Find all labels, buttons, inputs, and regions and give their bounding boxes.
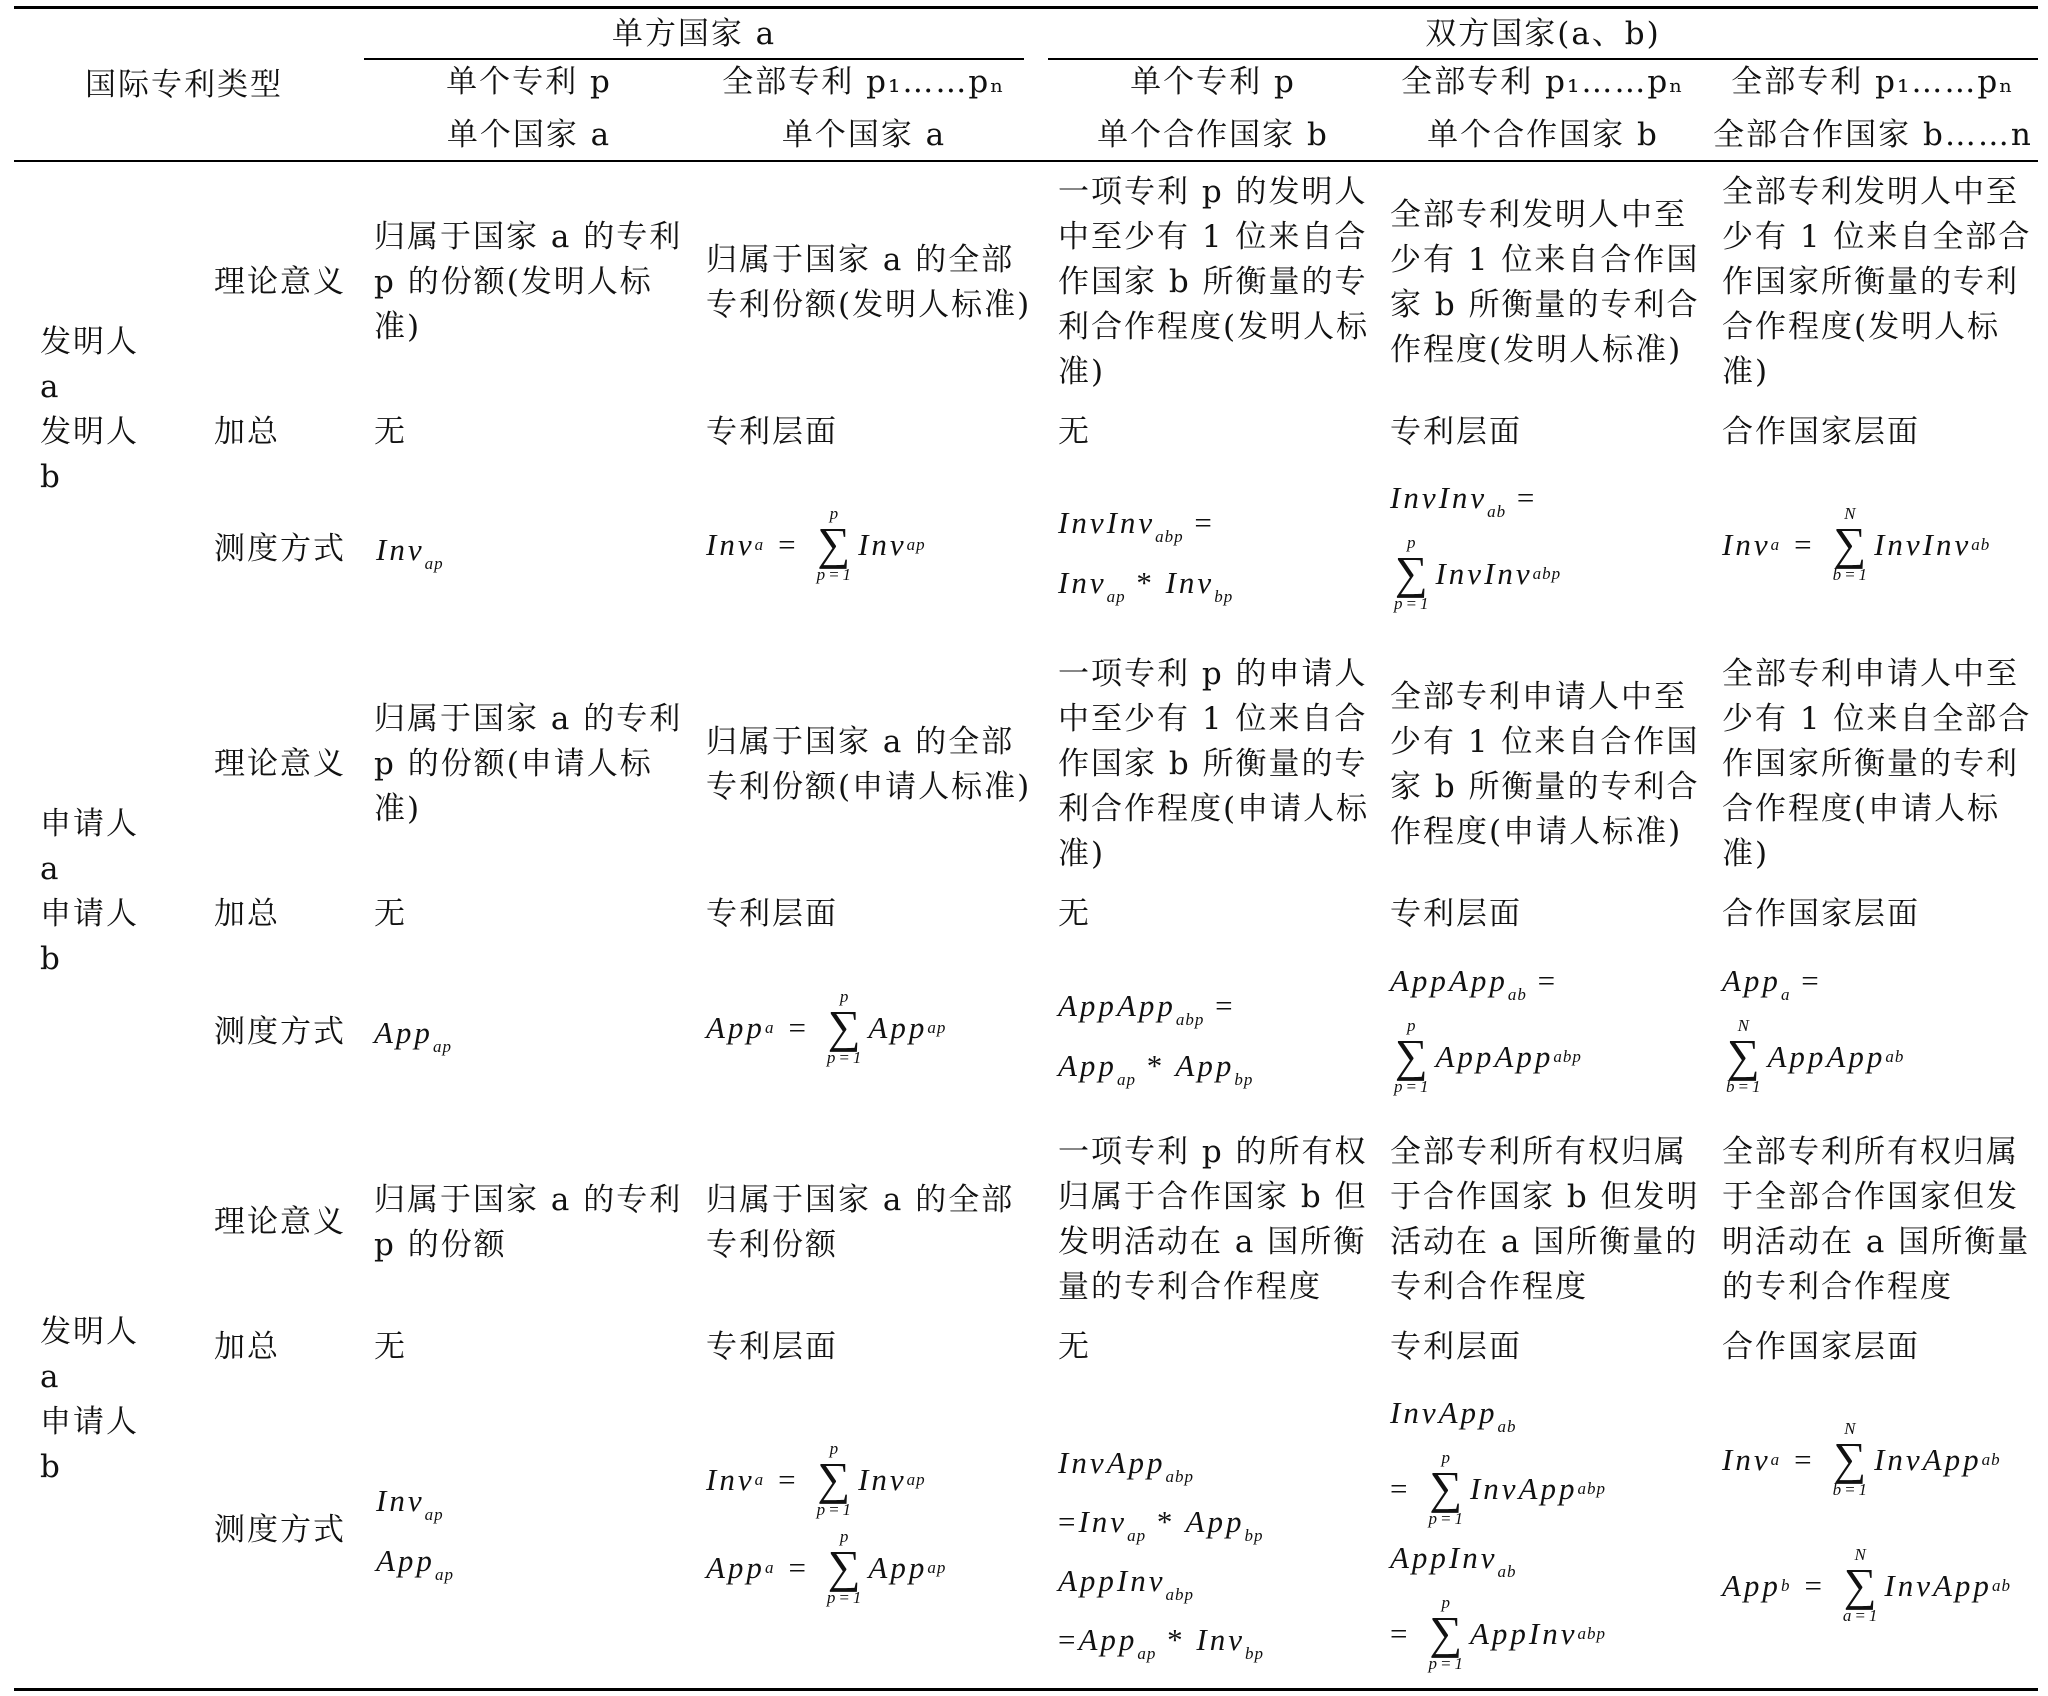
g3-sum-col4: 专利层面 <box>1390 1329 1522 1365</box>
g3-meaning-col3: 一项专利 p 的所有权归属于合作国家 b 但发明活动在 a 国所衡量的专利合作程度 <box>1058 1134 1368 1305</box>
g2-label-sum: 加总 <box>214 896 280 932</box>
col3-header: 单个专利 p 单个合作国家 b <box>1097 64 1329 153</box>
g3-measure-col1: Inv$_{ap}$ App$_{ap}$ <box>376 1483 454 1584</box>
g2-meaning-col1: 归属于国家 a 的专利 p 的份额(申请人标准) <box>374 701 683 827</box>
g3-label-sum: 加总 <box>214 1329 280 1365</box>
g2-measure-col3: AppApp$_{abp}$ = App$_{ap}$ * App$_{bp}$ <box>1058 988 1254 1089</box>
g1-measure-col2: Inv a = p ∑ p=1 Inv ap <box>706 504 926 584</box>
g2-meaning-col4: 全部专利申请人中至少有 1 位来自合作国家 b 所衡量的专利合作程度(申请人标准) <box>1390 678 1700 850</box>
g2-label-meaning: 理论意义 <box>214 746 346 782</box>
g2-measure-col2: App a = p ∑ p=1 App ap <box>706 987 947 1067</box>
g3-measure-col2: Inv a = p ∑ p=1 Inv ap App a = p ∑ p=1 App ap <box>706 1439 947 1607</box>
g3-sum-col5: 合作国家层面 <box>1722 1329 1920 1365</box>
g1-sum-col5: 合作国家层面 <box>1722 414 1920 450</box>
header-corner: 国际专利类型 <box>85 66 283 103</box>
col5-header: 全部专利 p₁……pₙ 全部合作国家 b……n <box>1713 64 2033 153</box>
g1-meaning-col2: 归属于国家 a 的全部专利份额(发明人标准) <box>706 241 1032 323</box>
g1-sum-col3: 无 <box>1058 414 1091 450</box>
g3-measure-col5: Inv a = N ∑ b=1 InvApp ab App b = N ∑ a=1 InvApp ab <box>1722 1419 2011 1625</box>
g2-meaning-col2: 归属于国家 a 的全部专利份额(申请人标准) <box>706 723 1032 805</box>
g2-sum-col2: 专利层面 <box>706 896 838 932</box>
g3-sum-col2: 专利层面 <box>706 1329 838 1365</box>
g1-meaning-col1: 归属于国家 a 的专利 p 的份额(发明人标准) <box>374 219 683 345</box>
g3-label-measure: 测度方式 <box>214 1512 346 1548</box>
g2-sum-col4: 专利层面 <box>1390 896 1522 932</box>
top-rule <box>14 6 2038 9</box>
g1-label-measure: 测度方式 <box>214 531 346 567</box>
g1-label-meaning: 理论意义 <box>214 264 346 300</box>
header-rule <box>14 160 2038 162</box>
g3-meaning-col2: 归属于国家 a 的全部专利份额 <box>706 1181 1015 1263</box>
col1-header: 单个专利 p 单个国家 a <box>446 64 612 153</box>
g3-measure-col3: InvApp$_{abp}$ =Inv$_{ap}$ * App$_{bp}$ AppInv$_{abp}$ =App$_{ap}$ * Inv$_{bp}$ <box>1058 1445 1265 1663</box>
g1-sum-col2: 专利层面 <box>706 414 838 450</box>
g3-measure-col4: InvApp$_{ab}$ = p ∑ p=1 InvApp abp AppInv$_{ab}$ = p ∑ p=1 AppInv abp <box>1390 1395 1606 1673</box>
header-group-unilateral: 单方国家 a <box>611 16 777 52</box>
g3-sum-col1: 无 <box>374 1329 407 1365</box>
g2-measure-col5: App$_a$ = N ∑ b=1 AppApp ab <box>1722 963 1905 1096</box>
col4-header: 全部专利 p₁……pₙ 单个合作国家 b <box>1401 64 1685 153</box>
g1-meaning-col3: 一项专利 p 的发明人中至少有 1 位来自合作国家 b 所衡量的专利合作程度(发明人标准) <box>1058 174 1370 390</box>
g2-meaning-col5: 全部专利申请人中至少有 1 位来自全部合作国家所衡量的专利合作程度(申请人标准) <box>1722 656 2032 872</box>
g1-sum-col1: 无 <box>374 414 407 450</box>
g2-sum-col1: 无 <box>374 896 407 932</box>
g1-label-sum: 加总 <box>214 414 280 450</box>
g1-meaning-col5: 全部专利发明人中至少有 1 位来自全部合作国家所衡量的专利合作程度(发明人标准) <box>1722 174 2032 390</box>
g3-meaning-col4: 全部专利所有权归属于合作国家 b 但发明活动在 a 国所衡量的专利合作程度 <box>1390 1134 1700 1305</box>
g3-meaning-col5: 全部专利所有权归属于全部合作国家但发明活动在 a 国所衡量的专利合作程度 <box>1722 1134 2031 1305</box>
g3-meaning-col1: 归属于国家 a 的专利 p 的份额 <box>374 1181 683 1263</box>
g2-measure-col1: App$_{ap}$ <box>374 1015 452 1056</box>
g1-measure-col3: InvInv$_{abp}$ = Inv$_{ap}$ * Inv$_{bp}$ <box>1058 505 1234 606</box>
g2-sum-col3: 无 <box>1058 896 1091 932</box>
g1-measure-col4: InvInv$_{ab}$ = p ∑ p=1 InvInv abp <box>1390 480 1562 613</box>
g1-measure-col5: Inv a = N ∑ b=1 InvInv ab <box>1722 504 1991 584</box>
g2-meaning-col3: 一项专利 p 的申请人中至少有 1 位来自合作国家 b 所衡量的专利合作程度(申请人标准) <box>1058 656 1370 872</box>
g2-measure-col4: AppApp$_{ab}$ = p ∑ p=1 AppApp abp <box>1390 963 1582 1096</box>
g1-sum-col4: 专利层面 <box>1390 414 1522 450</box>
g3-label-meaning: 理论意义 <box>214 1204 346 1240</box>
group1-label: 发明人 a 发明人 b <box>40 324 139 495</box>
g2-sum-col5: 合作国家层面 <box>1722 896 1920 932</box>
group2-label: 申请人 a 申请人 b <box>40 806 139 977</box>
header-group-bilateral: 双方国家(a、b) <box>1425 16 1661 52</box>
g2-label-measure: 测度方式 <box>214 1014 346 1050</box>
group3-label: 发明人 a 申请人 b <box>40 1314 139 1485</box>
col2-header: 全部专利 p₁……pₙ 单个国家 a <box>722 64 1006 153</box>
bottom-rule <box>14 1688 2038 1691</box>
g3-sum-col3: 无 <box>1058 1329 1091 1365</box>
g1-meaning-col4: 全部专利发明人中至少有 1 位来自合作国家 b 所衡量的专利合作程度(发明人标准) <box>1390 196 1700 368</box>
g1-measure-col1: Inv$_{ap}$ <box>376 532 444 573</box>
